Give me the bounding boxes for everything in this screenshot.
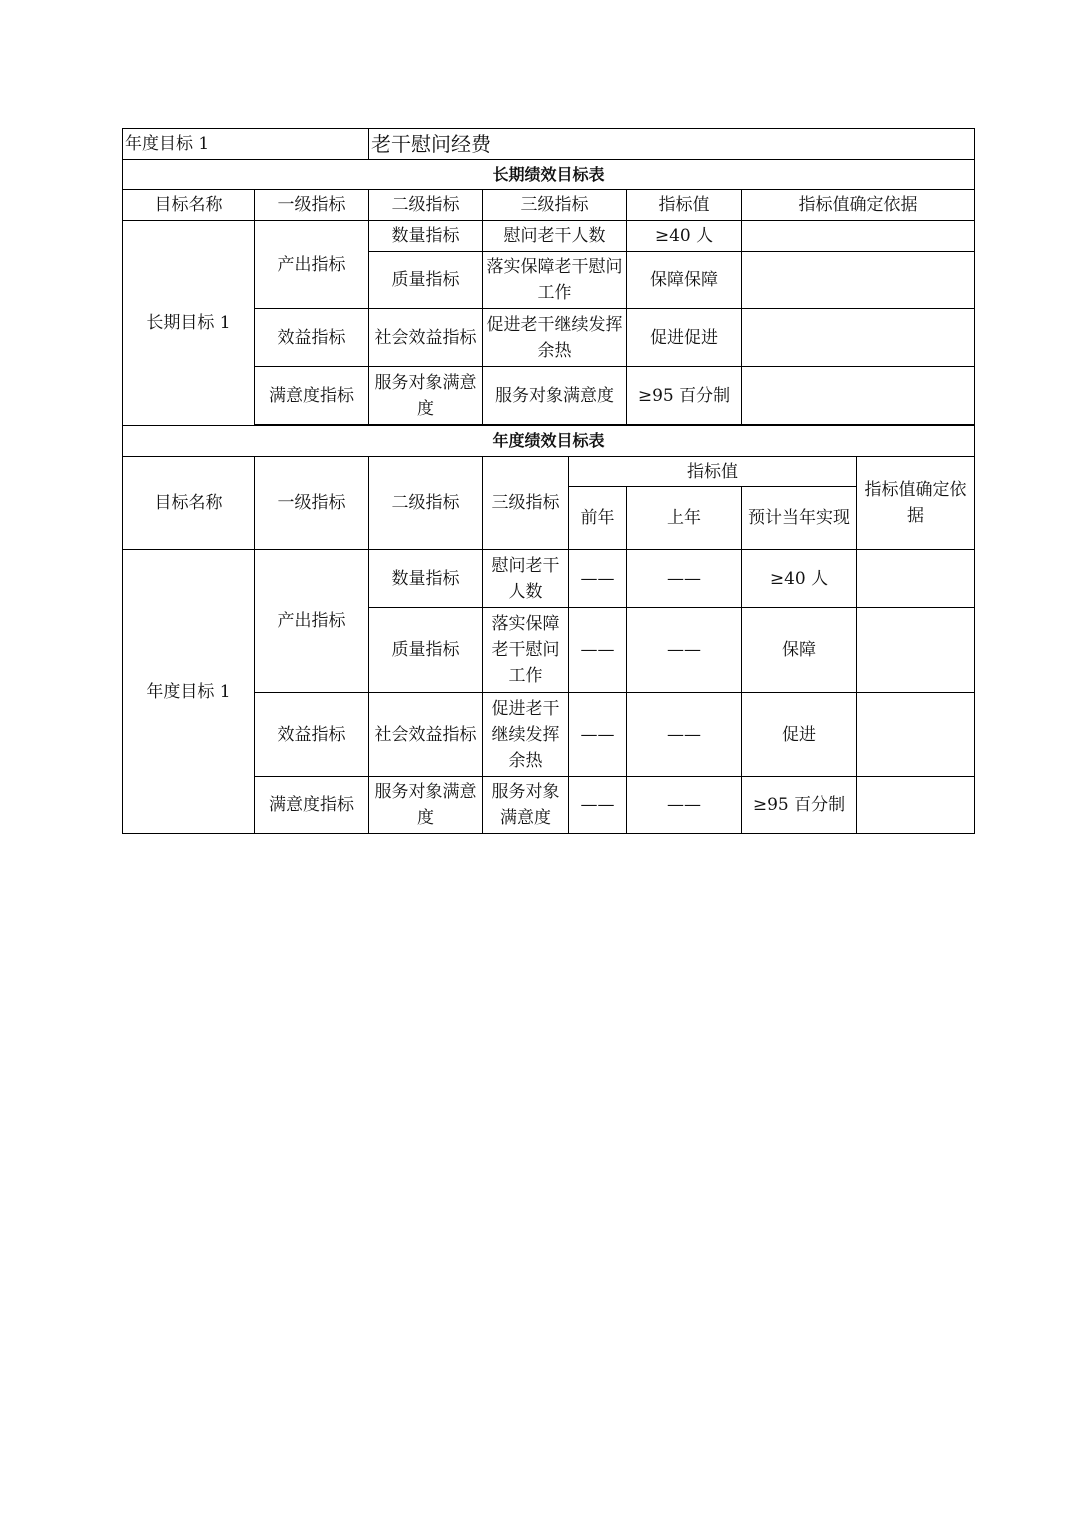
col-level2: 二级指标 <box>369 190 483 221</box>
level1-cell: 产出指标 <box>255 550 369 693</box>
prev2-cell: —— <box>569 550 627 608</box>
long-term-goal-name: 长期目标 1 <box>123 221 255 426</box>
level3-cell: 慰问老干人数 <box>483 221 627 252</box>
col-level3: 三级指标 <box>483 457 569 550</box>
prev1-cell: —— <box>627 550 742 608</box>
basis-cell <box>857 777 975 834</box>
level1-cell: 效益指标 <box>255 309 369 367</box>
level2-cell: 质量指标 <box>369 608 483 693</box>
col-goal-name: 目标名称 <box>123 457 255 550</box>
header-value: 老干慰问经费 <box>369 129 975 160</box>
basis-cell <box>742 252 975 309</box>
prev2-cell: —— <box>569 608 627 693</box>
prev1-cell: —— <box>627 693 742 777</box>
col-prev2: 前年 <box>569 487 627 550</box>
long-term-title: 长期绩效目标表 <box>123 160 975 190</box>
col-basis: 指标值确定依据 <box>742 190 975 221</box>
value-cell: 促进促进 <box>627 309 742 367</box>
level3-cell: 促进老干继续发挥余热 <box>483 309 627 367</box>
col-value: 指标值 <box>569 457 857 487</box>
prev2-cell: —— <box>569 693 627 777</box>
expected-cell: 保障 <box>742 608 857 693</box>
level2-cell: 社会效益指标 <box>369 309 483 367</box>
col-level1: 一级指标 <box>255 457 369 550</box>
col-prev1: 上年 <box>627 487 742 550</box>
prev1-cell: —— <box>627 608 742 693</box>
level3-cell: 服务对象满意度 <box>483 777 569 834</box>
basis-cell <box>742 309 975 367</box>
level2-cell: 质量指标 <box>369 252 483 309</box>
expected-cell: ≥40 人 <box>742 550 857 608</box>
col-basis: 指标值确定依据 <box>857 457 975 550</box>
level3-cell: 服务对象满意度 <box>483 367 627 425</box>
basis-cell <box>857 608 975 693</box>
basis-cell <box>742 367 975 425</box>
header-label: 年度目标 1 <box>123 129 369 160</box>
level1-cell: 满意度指标 <box>255 777 369 834</box>
col-goal-name: 目标名称 <box>123 190 255 221</box>
expected-cell: 促进 <box>742 693 857 777</box>
annual-header-row <box>123 457 975 487</box>
level1-cell: 产出指标 <box>255 221 369 309</box>
value-cell: ≥95 百分制 <box>627 367 742 425</box>
annual-title: 年度绩效目标表 <box>123 426 975 457</box>
long-term-header-row <box>123 190 975 221</box>
level2-cell: 社会效益指标 <box>369 693 483 777</box>
annual-goal-name: 年度目标 1 <box>123 550 255 834</box>
level3-cell: 落实保障老干慰问工作 <box>483 608 569 693</box>
table-row <box>123 550 975 608</box>
basis-cell <box>857 550 975 608</box>
level1-cell: 效益指标 <box>255 693 369 777</box>
header-row <box>123 129 975 160</box>
col-value: 指标值 <box>627 190 742 221</box>
prev1-cell: —— <box>627 777 742 834</box>
level1-cell: 满意度指标 <box>255 367 369 425</box>
expected-cell: ≥95 百分制 <box>742 777 857 834</box>
level3-cell: 慰问老干人数 <box>483 550 569 608</box>
prev2-cell: —— <box>569 777 627 834</box>
level2-cell: 服务对象满意度 <box>369 367 483 425</box>
level2-cell: 服务对象满意度 <box>369 777 483 834</box>
col-level2: 二级指标 <box>369 457 483 550</box>
level3-cell: 落实保障老干慰问工作 <box>483 252 627 309</box>
col-expected: 预计当年实现 <box>742 487 857 550</box>
value-cell: 保障保障 <box>627 252 742 309</box>
basis-cell <box>857 693 975 777</box>
basis-cell <box>742 221 975 252</box>
col-level3: 三级指标 <box>483 190 627 221</box>
value-cell: ≥40 人 <box>627 221 742 252</box>
performance-table <box>122 128 975 834</box>
table-row <box>123 221 975 252</box>
level3-cell: 促进老干继续发挥余热 <box>483 693 569 777</box>
col-level1: 一级指标 <box>255 190 369 221</box>
level2-cell: 数量指标 <box>369 221 483 252</box>
level2-cell: 数量指标 <box>369 550 483 608</box>
